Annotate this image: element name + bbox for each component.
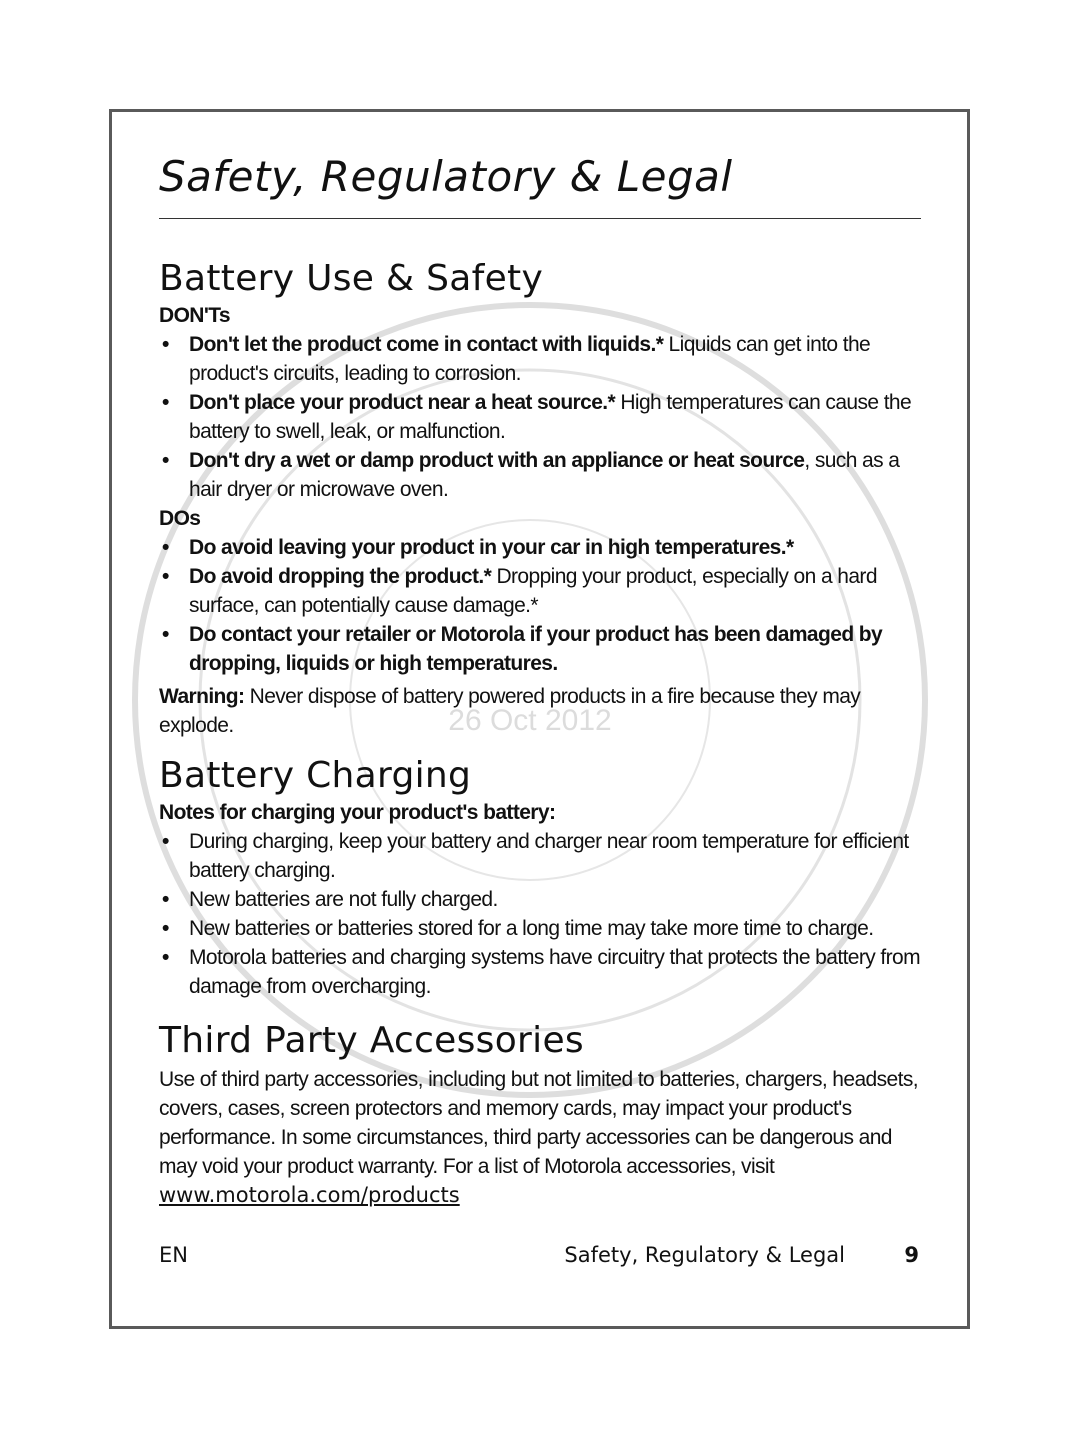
list-item: [159, 388, 921, 446]
list-item: [159, 330, 921, 388]
third-party-accessories-section: [159, 1019, 921, 1210]
motorola-products-link[interactable]: www.motorola.com/products: [159, 1183, 460, 1207]
battery-charging-section: [159, 754, 921, 1001]
donts-list: [159, 330, 921, 504]
list-item: • New batteries are not fully charged.: [159, 885, 921, 914]
list-item-bold-text: Do avoid dropping the product.*: [189, 565, 492, 588]
footer-title: Safety, Regulatory & Legal: [564, 1243, 845, 1267]
donts-label: DON'Ts: [159, 304, 231, 327]
page-number: 9: [904, 1243, 919, 1267]
list-item-text: Dropping your product, especially on a hard surface, can potentially cause damage.*: [189, 565, 877, 617]
warning-text: Never dispose of battery powered products in a fire because they may explode.: [159, 685, 861, 737]
battery-use-safety-section: [159, 257, 921, 740]
list-item-bold-text: Do avoid leaving your product in your car in high temperatures.*: [189, 536, 794, 559]
list-item: • During charging, keep your battery and charger near room temperature for efficient battery charging.: [159, 827, 921, 885]
watermark-date: 26 Oct 2012: [448, 704, 612, 737]
battery-use-safety-heading: Battery Use & Safety: [159, 258, 544, 299]
list-item: [159, 446, 921, 504]
list-item: [159, 533, 921, 562]
list-item-bold-text: Don't dry a wet or damp product with an appliance or heat source: [189, 449, 805, 472]
list-item: • Motorola batteries and charging systems have circuitry that protects the battery from damage from overcharging.: [159, 943, 921, 1001]
list-item-text: High temperatures can cause the battery to swell, leak, or malfunction.: [189, 391, 912, 443]
dos-label: DOs: [159, 507, 201, 530]
list-item-text: , such as a hair dryer or microwave oven.: [189, 449, 900, 501]
list-item-bold-text: Do contact your retailer or Motorola if your product has been damaged by dropping, liquids or high temperatures.: [189, 623, 883, 675]
accessories-body: Use of third party accessories, including but not limited to batteries, chargers, headsets, covers, cases, screen protectors and memory cards, may impact your product's performance. In some circumstances, third party accessories can be dangerous and may void your product warranty. For a list of Motorola accessories, visit: [159, 1068, 918, 1178]
list-item: [159, 562, 921, 620]
footer-language: EN: [159, 1243, 188, 1267]
charging-notes-label: Notes for charging your product's battery:: [159, 801, 556, 824]
page-footer: [159, 1243, 921, 1273]
list-item-bold-text: Don't place your product near a heat source.*: [189, 391, 616, 414]
page-title: Safety, Regulatory & Legal: [159, 148, 921, 219]
list-item-bold-text: Don't let the product come in contact with liquids.*: [189, 333, 664, 356]
list-item: [159, 620, 921, 678]
list-item-text: Liquids can get into the product's circuits, leading to corrosion.: [189, 333, 871, 385]
warning-label: Warning:: [159, 685, 245, 708]
charging-notes-list: [159, 827, 921, 1001]
list-item: • New batteries or batteries stored for a long time may take more time to charge.: [159, 914, 921, 943]
warning-paragraph: [159, 682, 921, 740]
battery-charging-heading: Battery Charging: [159, 755, 472, 796]
dos-list: [159, 533, 921, 678]
accessories-paragraph: [159, 1065, 921, 1210]
page-content: [159, 148, 921, 1210]
third-party-accessories-heading: Third Party Accessories: [159, 1020, 584, 1061]
